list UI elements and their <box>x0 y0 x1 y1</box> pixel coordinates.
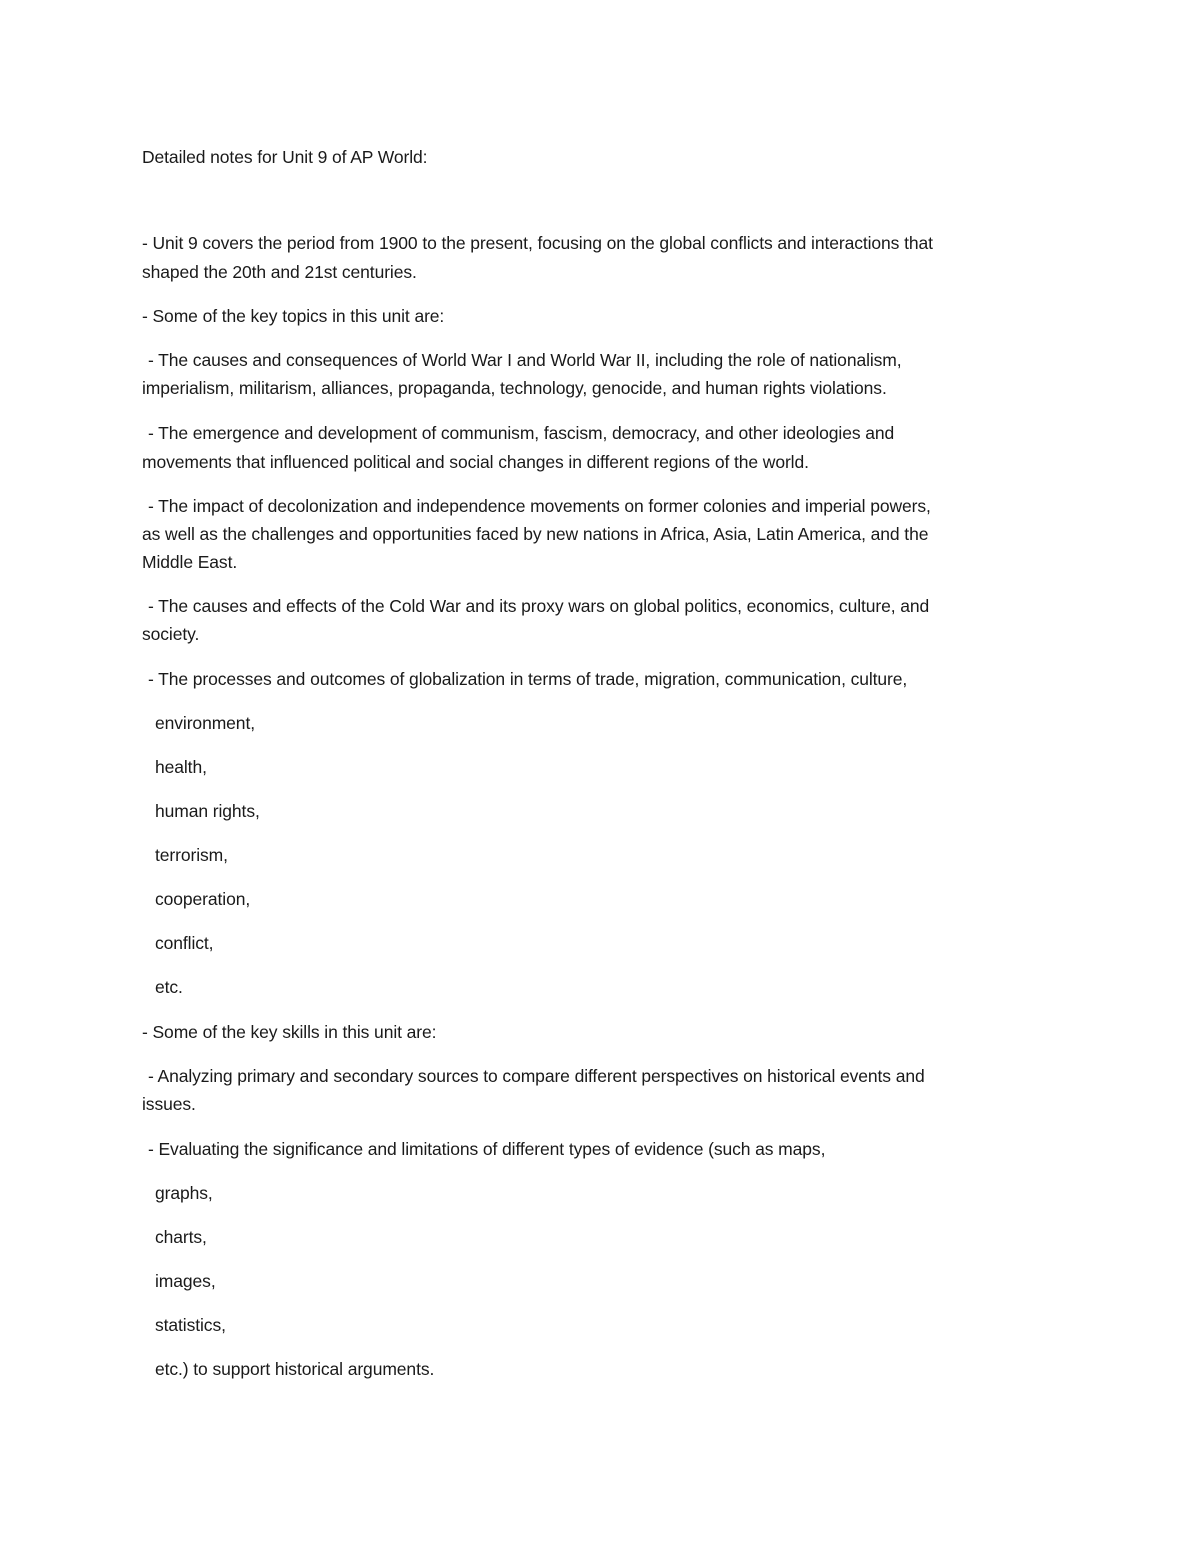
text-line: movements that influenced political and social changes in different regions of the world. <box>142 452 809 472</box>
text-line: cooperation, <box>155 889 251 909</box>
text-line: - The emergence and development of communism, fascism, democracy, and other ideologies and <box>148 423 895 443</box>
text-line: shaped the 20th and 21st centuries. <box>142 262 417 282</box>
text-line: - The impact of decolonization and independence movements on former colonies and imperial powers, <box>148 496 931 516</box>
text-line: - Some of the key skills in this unit are: <box>142 1022 437 1042</box>
text-line: - Analyzing primary and secondary sources to compare different perspectives on historical events and <box>148 1066 925 1086</box>
text-line: issues. <box>142 1094 196 1114</box>
text-line: images, <box>155 1271 216 1291</box>
text-line: Middle East. <box>142 552 238 572</box>
text-line: etc. <box>155 977 183 997</box>
text-line: as well as the challenges and opportunities faced by new nations in Africa, Asia, Latin America, and the <box>142 524 929 544</box>
text-line: etc.) to support historical arguments. <box>155 1359 435 1379</box>
text-line: - The causes and effects of the Cold War and its proxy wars on global politics, economics, culture, and <box>148 596 930 616</box>
text-line: - Some of the key topics in this unit are: <box>142 306 445 326</box>
text-line: imperialism, militarism, alliances, propaganda, technology, genocide, and human rights violations. <box>142 378 887 398</box>
text-line: - The causes and consequences of World War I and World War II, including the role of nationalism, <box>148 350 902 370</box>
text-line: society. <box>142 624 200 644</box>
text-line: health, <box>155 757 207 777</box>
text-line: charts, <box>155 1227 207 1247</box>
text-line: human rights, <box>155 801 260 821</box>
text-line: - The processes and outcomes of globalization in terms of trade, migration, communication, culture, <box>148 669 908 689</box>
text-line: statistics, <box>155 1315 226 1335</box>
text-line: - Unit 9 covers the period from 1900 to the present, focusing on the global conflicts and interactions that <box>142 233 933 253</box>
document-title: Detailed notes for Unit 9 of AP World: <box>142 147 428 167</box>
text-line: conflict, <box>155 933 214 953</box>
text-line: terrorism, <box>155 845 228 865</box>
text-line: - Evaluating the significance and limitations of different types of evidence (such as maps, <box>148 1139 826 1159</box>
text-line: graphs, <box>155 1183 213 1203</box>
text-line: environment, <box>155 713 255 733</box>
